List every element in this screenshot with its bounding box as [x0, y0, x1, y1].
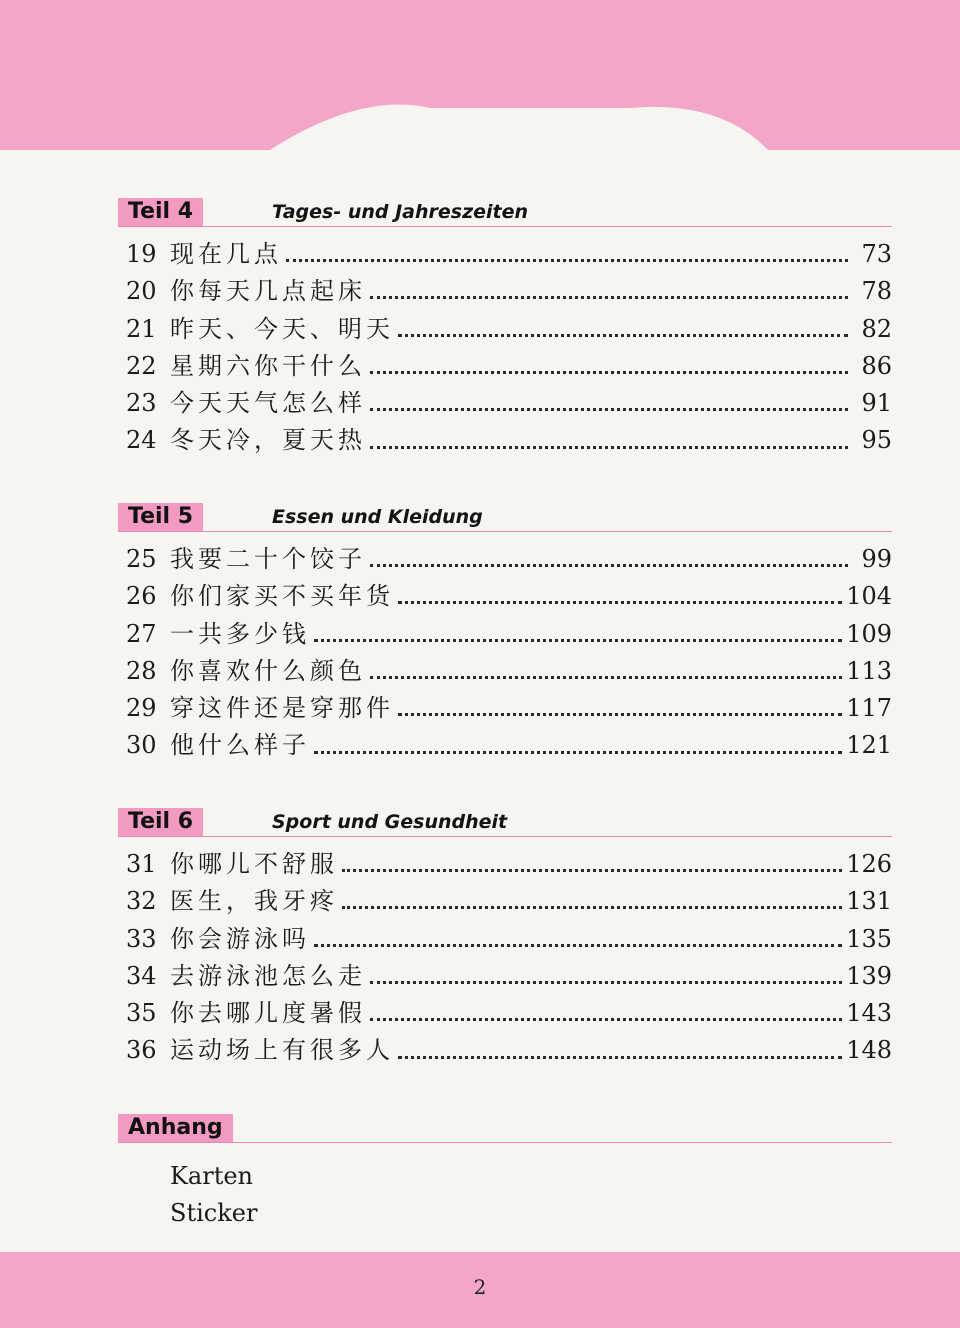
lesson-title: 你每天几点起床	[170, 277, 366, 306]
dot-leader	[398, 1056, 842, 1059]
page-ref: 99	[861, 545, 892, 573]
lesson-number: 24	[126, 426, 157, 455]
dot-leader	[314, 944, 842, 947]
toc-entry	[118, 690, 892, 727]
page-ref: 143	[846, 999, 892, 1028]
toc-entry	[118, 578, 892, 615]
lesson-title: 你们家买不买年货	[170, 582, 394, 611]
lesson-title: 你哪儿不舒服	[170, 850, 338, 878]
dot-leader	[314, 751, 842, 754]
lesson-number: 32	[126, 887, 157, 916]
page-ref: 78	[861, 277, 892, 306]
lesson-number: 35	[126, 999, 157, 1028]
page-ref: 126	[846, 850, 892, 878]
lesson-title: 运动场上有很多人	[170, 1036, 394, 1065]
toc-entry	[118, 385, 892, 422]
page-ref: 95	[861, 426, 892, 455]
toc-entry	[118, 422, 892, 459]
toc-entry	[118, 883, 892, 920]
toc-entry	[118, 541, 892, 578]
dot-leader	[370, 371, 848, 374]
page-ref: 73	[861, 240, 892, 268]
lesson-number: 19	[126, 240, 157, 268]
toc-entry	[118, 311, 892, 348]
dot-leader	[398, 713, 842, 716]
dot-leader	[370, 1018, 842, 1021]
section-badge: Teil 6	[118, 808, 203, 836]
section-rule	[118, 1142, 892, 1143]
lesson-number: 29	[126, 694, 157, 723]
lesson-number: 25	[126, 545, 157, 573]
page-ref: 113	[846, 656, 892, 685]
dot-leader	[398, 601, 842, 604]
section-header	[118, 503, 892, 533]
toc-entry	[118, 1032, 892, 1069]
section-rule	[118, 531, 892, 532]
lesson-number: 33	[126, 924, 157, 953]
lesson-title: 你会游泳吗	[170, 924, 310, 953]
page-ref: 148	[846, 1036, 892, 1065]
toc-entry	[118, 727, 892, 764]
page-ref: 117	[846, 694, 892, 723]
lesson-title: 你喜欢什么颜色	[170, 656, 366, 685]
lesson-number: 26	[126, 582, 157, 611]
section-badge: Teil 4	[118, 198, 203, 226]
page-number: 2	[473, 1275, 487, 1299]
lesson-title: 现在几点	[170, 240, 282, 268]
toc-entry	[118, 348, 892, 385]
lesson-title: 去游泳池怎么走	[170, 961, 366, 990]
section-title: Sport und Gesundheit	[272, 811, 508, 833]
dot-leader	[370, 408, 848, 411]
toc-entry	[118, 616, 892, 653]
dot-leader	[342, 906, 842, 909]
dot-leader	[314, 639, 842, 642]
dot-leader	[398, 334, 848, 337]
dot-leader	[370, 446, 848, 449]
toc-entry	[118, 236, 892, 273]
appendix-list	[118, 1158, 892, 1232]
page-ref: 139	[846, 961, 892, 990]
page-ref: 109	[846, 619, 892, 648]
lesson-title: 我要二十个饺子	[170, 545, 366, 573]
appendix-item: Karten	[170, 1162, 254, 1190]
dot-leader	[370, 981, 842, 984]
dot-leader	[370, 296, 848, 299]
section-header	[118, 1114, 892, 1144]
lesson-number: 27	[126, 619, 157, 648]
section-teil-6	[118, 808, 892, 1070]
page-ref: 82	[861, 314, 892, 343]
lesson-title: 冬天冷，夏天热	[170, 426, 366, 455]
section-title: Tages- und Jahreszeiten	[272, 201, 529, 223]
page-ref: 86	[861, 351, 892, 380]
toc-entry	[118, 846, 892, 883]
dot-leader	[286, 259, 848, 262]
appendix-item: Sticker	[170, 1199, 258, 1227]
toc-list	[118, 541, 892, 765]
section-teil-4	[118, 198, 892, 460]
lesson-title: 穿这件还是穿那件	[170, 694, 394, 723]
toc-entry	[118, 921, 892, 958]
lesson-number: 34	[126, 961, 157, 990]
lesson-title: 他什么样子	[170, 731, 310, 760]
section-anhang	[118, 1114, 892, 1232]
toc-entry	[118, 653, 892, 690]
dot-leader	[342, 869, 842, 872]
lesson-title: 昨天、今天、明天	[170, 314, 394, 343]
lesson-number: 21	[126, 314, 157, 343]
toc-entry	[118, 995, 892, 1032]
section-rule	[118, 836, 892, 837]
section-header	[118, 198, 892, 228]
lesson-title: 医生，我牙疼	[170, 887, 338, 916]
page-ref: 135	[846, 924, 892, 953]
toc-entry	[118, 273, 892, 310]
section-badge: Anhang	[118, 1114, 233, 1142]
lesson-number: 22	[126, 351, 157, 380]
dot-leader	[370, 676, 842, 679]
section-badge: Teil 5	[118, 503, 203, 531]
lesson-title: 今天天气怎么样	[170, 389, 366, 418]
section-title: Essen und Kleidung	[272, 506, 483, 528]
lesson-number: 31	[126, 850, 157, 878]
page-ref: 121	[846, 731, 892, 760]
lesson-number: 36	[126, 1036, 157, 1065]
lesson-number: 20	[126, 277, 157, 306]
page-ref: 131	[846, 887, 892, 916]
toc-list	[118, 236, 892, 460]
dot-leader	[370, 564, 848, 567]
lesson-number: 28	[126, 656, 157, 685]
lesson-number: 30	[126, 731, 157, 760]
section-header	[118, 808, 892, 838]
lesson-title: 一共多少钱	[170, 619, 310, 648]
section-rule	[118, 226, 892, 227]
lesson-title: 你去哪儿度暑假	[170, 999, 366, 1028]
lesson-title: 星期六你干什么	[170, 351, 366, 380]
header-curve	[0, 0, 960, 160]
page-ref: 91	[861, 389, 892, 418]
page-ref: 104	[846, 582, 892, 611]
lesson-number: 23	[126, 389, 157, 418]
toc-entry	[118, 958, 892, 995]
section-teil-5	[118, 503, 892, 765]
toc-list	[118, 846, 892, 1070]
